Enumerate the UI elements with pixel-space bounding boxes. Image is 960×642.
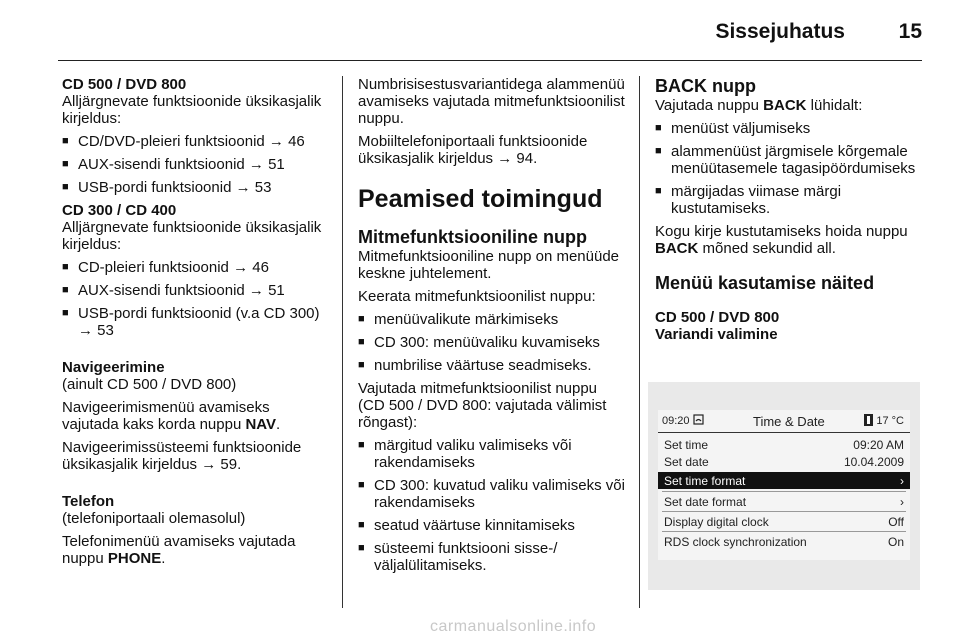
paragraph: Vajutada mitmefunktsioonilist nuppu (CD 500 / DVD 800: vajutada välimist rõngast):	[358, 380, 607, 431]
list-item: ■ CD/DVD-pleieri funktsioonid → 46	[62, 133, 330, 150]
display-row-set-date-format[interactable]: Set date format ›	[664, 495, 904, 509]
display-row-rds-clock[interactable]: RDS clock synchronization On	[664, 535, 904, 549]
list-item: ■ menüüst väljumiseks	[655, 120, 923, 137]
display-row-digital-clock[interactable]: Display digital clock Off	[664, 515, 904, 529]
list-item: ■ CD 300: menüüvaliku kuvamiseks	[358, 334, 626, 351]
chevron-right-icon: ›	[900, 474, 904, 488]
phone-heading: Telefon	[62, 493, 115, 510]
cd500-heading: CD 500 / DVD 800	[62, 76, 187, 93]
cd500-intro: Alljärgnevate funktsioonide üksikasjalik kirjeldus:	[62, 93, 322, 127]
list-item: ■ alammenüüst järgmisele kõrgemale menüütasemele tagasipöördumiseks	[655, 143, 923, 177]
back-key: BACK	[655, 240, 699, 257]
chevron-right-icon: ›	[900, 495, 904, 509]
nav-note: (ainult CD 500 / DVD 800)	[62, 376, 237, 393]
phone-key: PHONE	[107, 550, 162, 567]
nav-paragraph-2: Navigeerimissüsteemi funktsioonide üksikasjalik kirjeldus → 59.	[62, 439, 302, 473]
display-title: Time & Date	[753, 414, 825, 429]
phone-icon	[693, 414, 704, 425]
display-screenshot	[648, 382, 920, 590]
list-item: ■ märgijadas viimase märgi kustutamiseks.	[655, 183, 923, 217]
list-item: ■ CD 300: kuvatud valiku valimiseks või rakendamiseks	[358, 477, 626, 511]
paragraph: Kogu kirje kustutamiseks hoida nuppu BACK mõned sekundid all.	[655, 223, 908, 257]
column-divider	[639, 76, 640, 608]
watermark: carmanualsonline.info	[430, 618, 597, 635]
display-statusbar	[658, 410, 910, 433]
list-item: ■ AUX-sisendi funktsioonid → 51	[62, 282, 330, 299]
list-item: ■ numbrilise väärtuse seadmiseks.	[358, 357, 626, 374]
display-panel	[658, 410, 910, 560]
phone-paragraph: Telefonimenüü avamiseks vajutada nuppu PHONE.	[62, 533, 296, 567]
phone-note: (telefoniportaali olemasolul)	[62, 510, 246, 527]
back-heading: BACK nupp	[655, 76, 756, 96]
cd300-heading: CD 300 / CD 400	[62, 202, 177, 219]
column-3	[655, 76, 923, 343]
example-heading: Menüü kasutamise näited	[655, 273, 875, 293]
list-item: ■ märgitud valiku valimiseks või rakendamiseks	[358, 437, 626, 471]
paragraph: Mobiiltelefoniportaali funktsioonide üksikasjalik kirjeldus → 94.	[358, 133, 588, 167]
nav-paragraph: Navigeerimismenüü avamiseks vajutada kaks korda nuppu NAV.	[62, 399, 281, 433]
example-subheading: CD 500 / DVD 800	[655, 309, 780, 326]
cd300-intro: Alljärgnevate funktsioonide üksikasjalik kirjeldus:	[62, 219, 322, 253]
paragraph: Vajutada nuppu BACK lühidalt:	[655, 97, 863, 114]
subsection-heading: Mitmefunktsiooniline nupp	[358, 227, 587, 247]
column-2	[358, 76, 626, 580]
list-item: ■ USB-pordi funktsioonid → 53	[62, 179, 330, 196]
page-header	[0, 0, 960, 60]
display-temperature: 17 °C	[864, 414, 904, 427]
display-row-set-time[interactable]: Set time 09:20 AM	[664, 438, 904, 452]
thermometer-icon	[864, 414, 873, 426]
list-item: ■ CD-pleieri funktsioonid → 46	[62, 259, 330, 276]
nav-key: NAV	[245, 416, 277, 433]
column-divider	[342, 76, 343, 608]
paragraph: Keerata mitmefunktsioonilist nuppu:	[358, 288, 596, 305]
list-item: ■ AUX-sisendi funktsioonid → 51	[62, 156, 330, 173]
list-item: ■ menüüvalikute märkimiseks	[358, 311, 626, 328]
list-item: ■ USB-pordi funktsioonid (v.a CD 300) → 53	[62, 305, 330, 339]
list-item: ■ seatud väärtuse kinnitamiseks	[358, 517, 626, 534]
page-number: 15	[898, 20, 922, 43]
section-heading: Peamised toimingud	[358, 185, 603, 213]
display-time: 09:20	[662, 414, 704, 427]
list-item: ■ süsteemi funktsiooni sisse-/ väljalülitamiseks.	[358, 540, 626, 574]
nav-heading: Navigeerimine	[62, 359, 165, 376]
page-title: Sissejuhatus	[715, 20, 845, 43]
example-subheading-2: Variandi valimine	[655, 326, 778, 343]
display-row-set-time-format[interactable]: Set time format ›	[658, 472, 910, 489]
display-row-set-date[interactable]: Set date 10.04.2009	[664, 455, 904, 469]
back-key: BACK	[763, 97, 807, 114]
header-rule	[58, 60, 922, 61]
paragraph: Mitmefunktsiooniline nupp on menüüde keskne juhtelement.	[358, 248, 619, 282]
paragraph: Numbrisisestusvariantidega alammenüü avamiseks vajutada mitmefunktsioonilist nuppu.	[358, 76, 625, 127]
column-1	[62, 76, 330, 573]
